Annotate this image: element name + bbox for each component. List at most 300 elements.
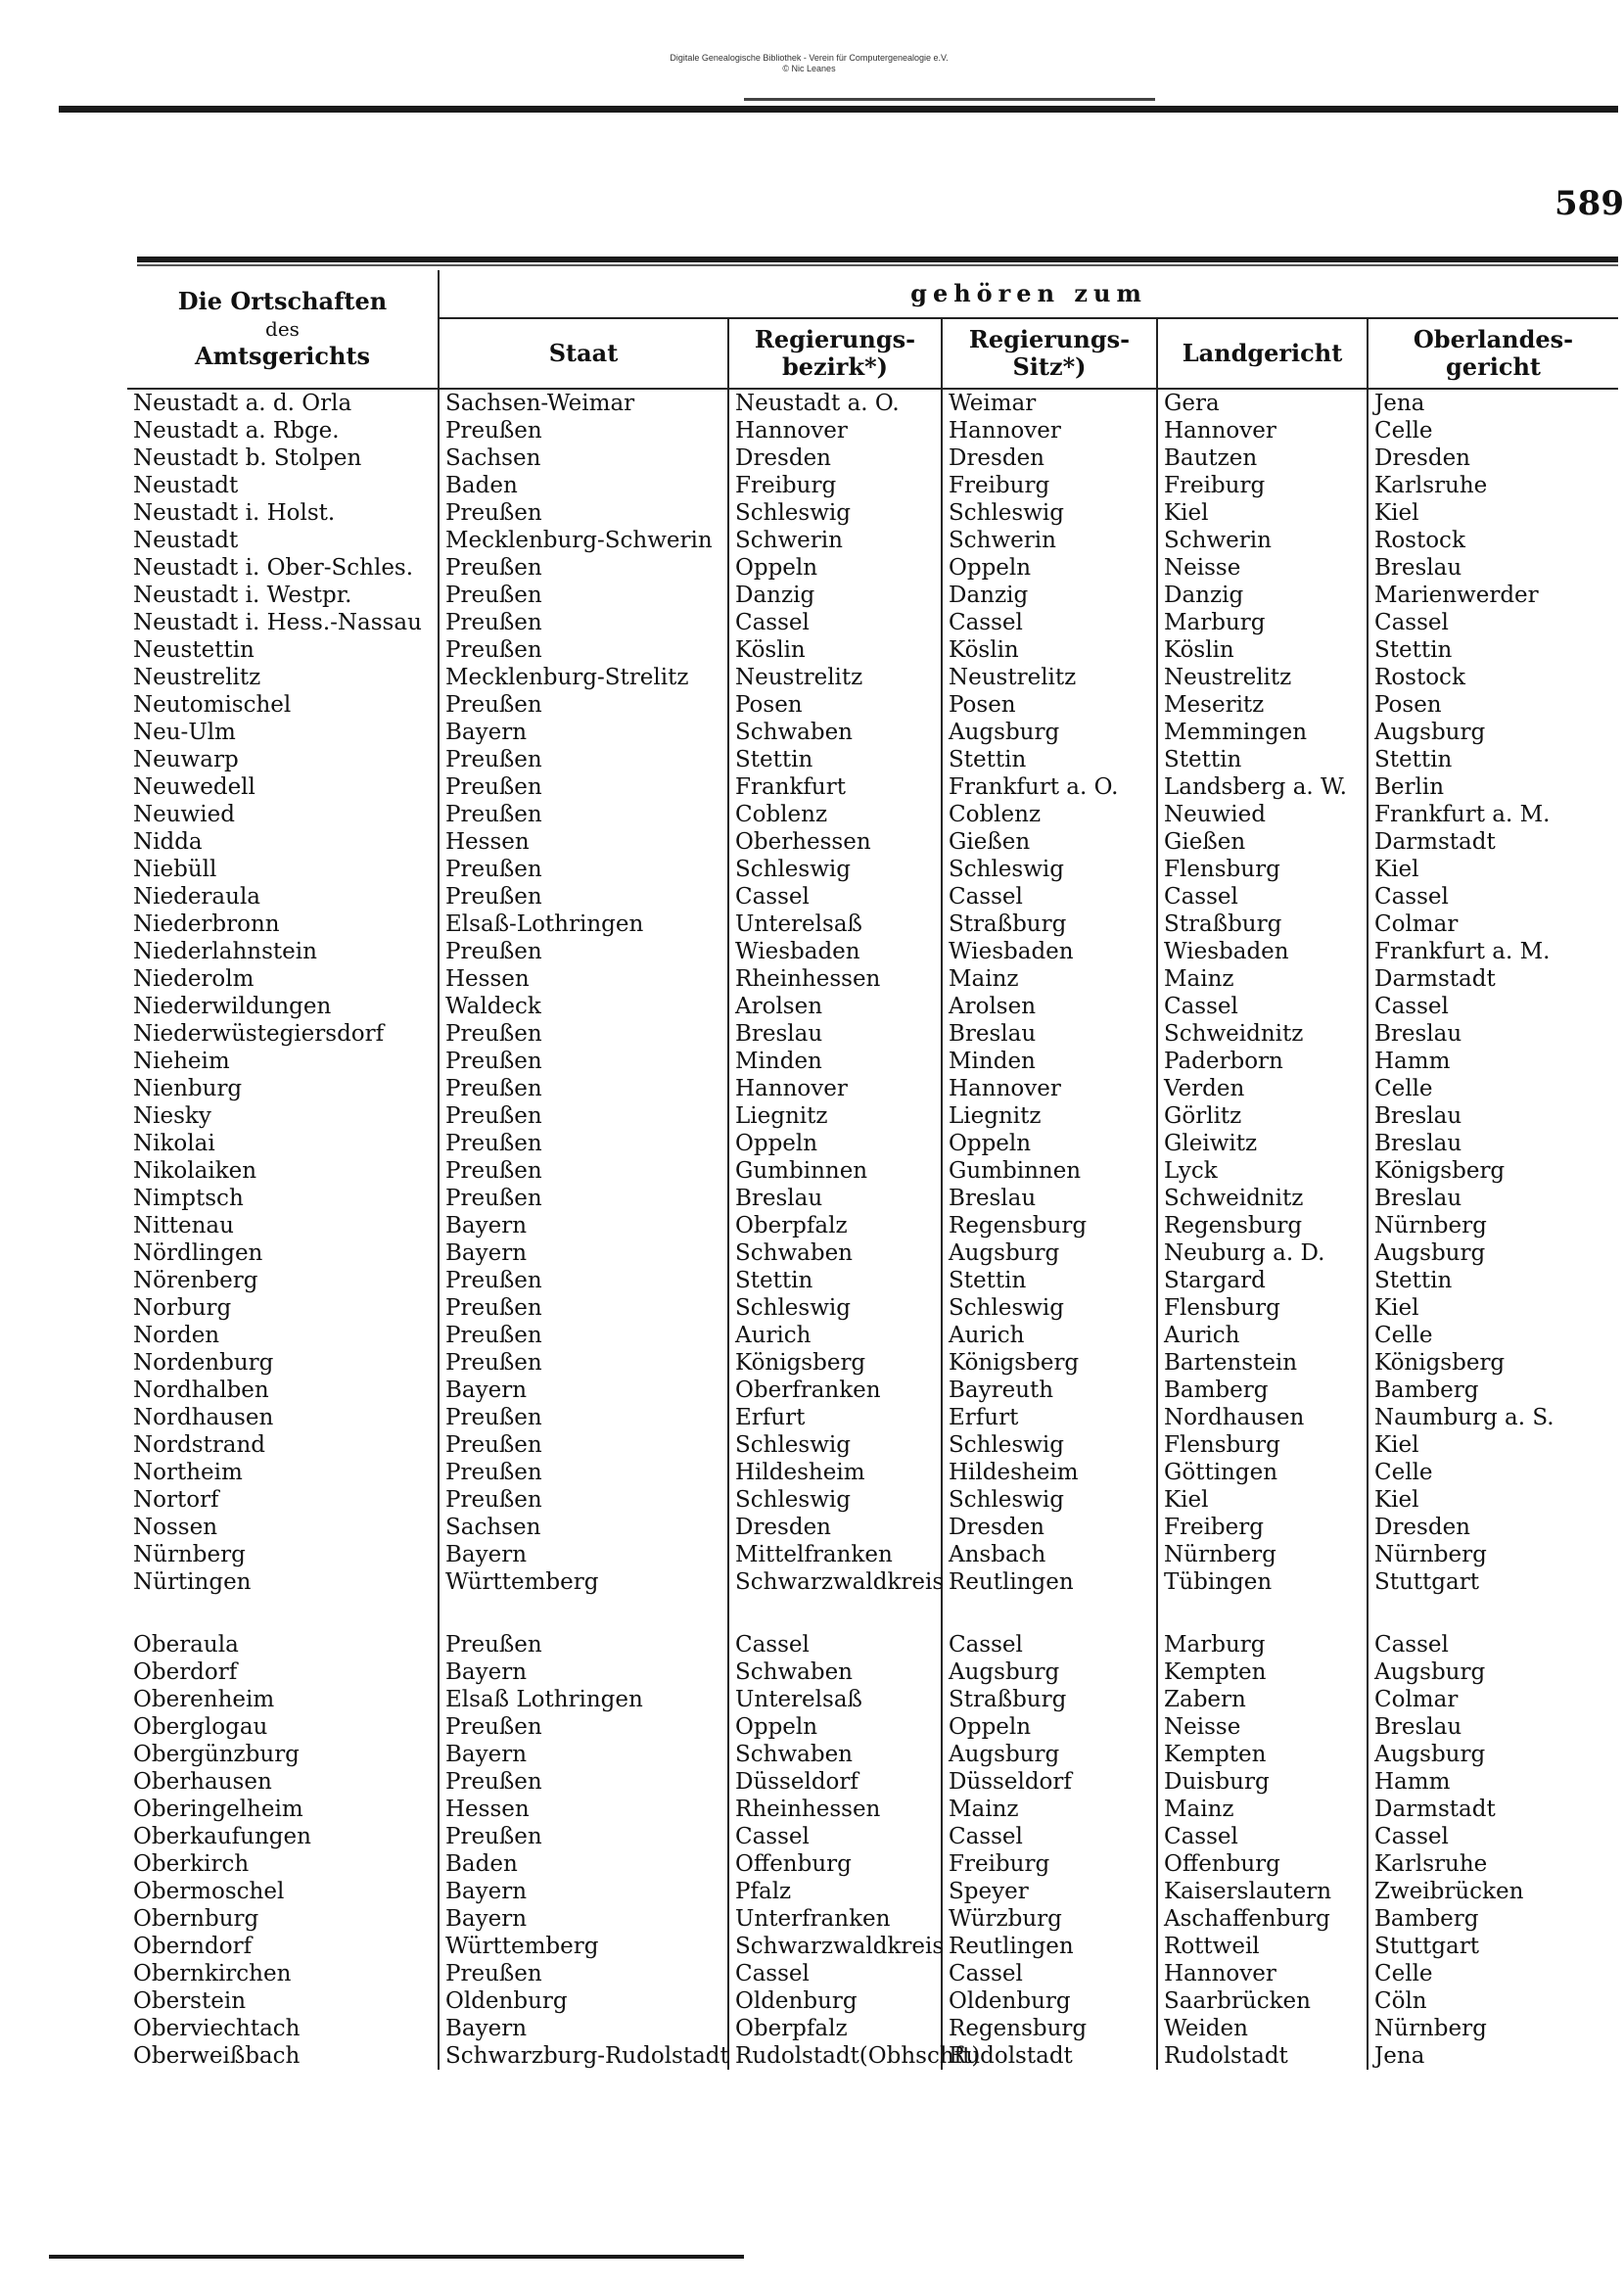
cell-place: Neuwied bbox=[133, 802, 235, 827]
place-header-line-2: des bbox=[265, 317, 300, 341]
page-number: 589 bbox=[1554, 184, 1624, 223]
cell-oberlandesgericht: Breslau bbox=[1368, 1020, 1618, 1048]
cell-sitz: Oppeln bbox=[942, 1713, 1157, 1741]
cell-oberlandesgericht: Rostock bbox=[1368, 527, 1618, 554]
table-row bbox=[127, 1631, 1618, 1658]
gap-cell bbox=[942, 1596, 1157, 1631]
table-row bbox=[127, 1267, 1618, 1294]
cell-staat: Preußen bbox=[439, 1157, 728, 1185]
cell-staat: Sachsen bbox=[439, 444, 728, 472]
cell-landgericht: Offenburg bbox=[1157, 1850, 1368, 1878]
cell-staat: Preußen bbox=[439, 883, 728, 911]
cell-bezirk: Neustadt a. O. bbox=[728, 389, 942, 417]
cell-oberlandesgericht: Frankfurt a. M. bbox=[1368, 938, 1618, 965]
table-row bbox=[127, 1377, 1618, 1404]
cell-bezirk: Oberhessen bbox=[728, 828, 942, 856]
cell-place: Neustadt i. Ober-Schles. bbox=[133, 555, 414, 581]
cell-bezirk: Liegnitz bbox=[728, 1102, 942, 1130]
cell-bezirk: Frankfurt bbox=[728, 773, 942, 801]
table-row bbox=[127, 1349, 1618, 1377]
col-header-ortschaften bbox=[127, 270, 439, 389]
cell-staat: Preußen bbox=[439, 1322, 728, 1349]
table-row bbox=[127, 1658, 1618, 1686]
cell-place: Nordstrand bbox=[133, 1432, 265, 1458]
cell-place: Oberglogau bbox=[133, 1714, 268, 1740]
cell-sitz: Schleswig bbox=[942, 1486, 1157, 1514]
cell-oberlandesgericht: Darmstadt bbox=[1368, 828, 1618, 856]
cell-sitz: Stettin bbox=[942, 1267, 1157, 1294]
cell-sitz: Rudolstadt bbox=[942, 2042, 1157, 2070]
cell-staat: Preußen bbox=[439, 1102, 728, 1130]
cell-oberlandesgericht: Augsburg bbox=[1368, 1239, 1618, 1267]
table-row bbox=[127, 1850, 1618, 1878]
cell-oberlandesgericht: Stuttgart bbox=[1368, 1933, 1618, 1960]
cell-bezirk: Erfurt bbox=[728, 1404, 942, 1431]
cell-sitz: Gießen bbox=[942, 828, 1157, 856]
table-row bbox=[127, 856, 1618, 883]
table-row bbox=[127, 1294, 1618, 1322]
table-row bbox=[127, 719, 1618, 746]
col-header-staat: Staat bbox=[439, 318, 728, 389]
section-gap bbox=[127, 1596, 1618, 1631]
table-row bbox=[127, 1486, 1618, 1514]
cell-landgericht: Straßburg bbox=[1157, 911, 1368, 938]
cell-landgericht: Göttingen bbox=[1157, 1459, 1368, 1486]
cell-bezirk: Danzig bbox=[728, 582, 942, 609]
cell-sitz: Weimar bbox=[942, 389, 1157, 417]
cell-place: Nordhausen bbox=[133, 1405, 274, 1430]
table-row bbox=[127, 1823, 1618, 1850]
cell-sitz: Cassel bbox=[942, 1631, 1157, 1658]
table-row bbox=[127, 444, 1618, 472]
cell-sitz: Königsberg bbox=[942, 1349, 1157, 1377]
cell-bezirk: Schwerin bbox=[728, 527, 942, 554]
cell-oberlandesgericht: Kiel bbox=[1368, 1431, 1618, 1459]
watermark-line-2: © Nic Leanes bbox=[782, 64, 836, 73]
cell-bezirk: Cassel bbox=[728, 1960, 942, 1987]
cell-place: Nürnberg bbox=[133, 1542, 246, 1567]
cell-staat: Bayern bbox=[439, 2015, 728, 2042]
cell-staat: Preußen bbox=[439, 801, 728, 828]
cell-staat: Schwarzburg-Rudolstadt bbox=[439, 2042, 728, 2070]
cell-oberlandesgericht: Cassel bbox=[1368, 609, 1618, 636]
cell-landgericht: Gießen bbox=[1157, 828, 1368, 856]
gap-cell bbox=[1157, 1596, 1368, 1631]
cell-landgericht: Zabern bbox=[1157, 1686, 1368, 1713]
cell-bezirk: Schwarzwaldkreis bbox=[728, 1933, 942, 1960]
cell-sitz: Mainz bbox=[942, 965, 1157, 993]
cell-place: Neuwedell bbox=[133, 774, 255, 800]
cell-oberlandesgericht: Hamm bbox=[1368, 1048, 1618, 1075]
table-row bbox=[127, 1322, 1618, 1349]
cell-landgericht: Stargard bbox=[1157, 1267, 1368, 1294]
cell-place: Nordhalben bbox=[133, 1378, 269, 1403]
cell-staat: Bayern bbox=[439, 1741, 728, 1768]
cell-staat: Baden bbox=[439, 472, 728, 499]
cell-place: Obergünzburg bbox=[133, 1742, 300, 1767]
table-row bbox=[127, 1878, 1618, 1905]
cell-bezirk: Cassel bbox=[728, 1823, 942, 1850]
cell-landgericht: Saarbrücken bbox=[1157, 1987, 1368, 2015]
cell-landgericht: Meseritz bbox=[1157, 691, 1368, 719]
cell-sitz: Straßburg bbox=[942, 1686, 1157, 1713]
table-row bbox=[127, 1905, 1618, 1933]
table-row bbox=[127, 993, 1618, 1020]
cell-sitz: Hildesheim bbox=[942, 1459, 1157, 1486]
cell-oberlandesgericht: Kiel bbox=[1368, 856, 1618, 883]
cell-bezirk: Hannover bbox=[728, 417, 942, 444]
cell-landgericht: Mainz bbox=[1157, 965, 1368, 993]
cell-place: Oberhausen bbox=[133, 1769, 272, 1795]
cell-sitz: Dresden bbox=[942, 444, 1157, 472]
cell-staat: Preußen bbox=[439, 691, 728, 719]
table-row bbox=[127, 1568, 1618, 1596]
cell-oberlandesgericht: Nürnberg bbox=[1368, 1541, 1618, 1568]
cell-place: Nörenberg bbox=[133, 1268, 258, 1293]
table-row bbox=[127, 1239, 1618, 1267]
cell-staat: Preußen bbox=[439, 1768, 728, 1796]
cell-place: Obernkirchen bbox=[133, 1961, 292, 1986]
cell-sitz: Oppeln bbox=[942, 554, 1157, 582]
cell-sitz: Schwerin bbox=[942, 527, 1157, 554]
table-row bbox=[127, 965, 1618, 993]
cell-bezirk: Pfalz bbox=[728, 1878, 942, 1905]
cell-sitz: Erfurt bbox=[942, 1404, 1157, 1431]
cell-sitz: Köslin bbox=[942, 636, 1157, 664]
cell-place: Neustadt a. d. Orla bbox=[133, 391, 352, 416]
cell-bezirk: Cassel bbox=[728, 609, 942, 636]
cell-bezirk: Wiesbaden bbox=[728, 938, 942, 965]
cell-sitz: Breslau bbox=[942, 1020, 1157, 1048]
cell-bezirk: Schwaben bbox=[728, 1741, 942, 1768]
table-row bbox=[127, 2015, 1618, 2042]
cell-place: Oberenheim bbox=[133, 1687, 275, 1712]
cell-sitz: Schleswig bbox=[942, 499, 1157, 527]
cell-bezirk: Schleswig bbox=[728, 1486, 942, 1514]
cell-place: Northeim bbox=[133, 1460, 243, 1485]
cell-staat: Bayern bbox=[439, 719, 728, 746]
cell-staat: Preußen bbox=[439, 1823, 728, 1850]
cell-oberlandesgericht: Celle bbox=[1368, 1960, 1618, 1987]
bottom-rule bbox=[49, 2255, 744, 2259]
cell-staat: Oldenburg bbox=[439, 1987, 728, 2015]
cell-oberlandesgericht: Kiel bbox=[1368, 499, 1618, 527]
cell-oberlandesgericht: Cassel bbox=[1368, 993, 1618, 1020]
place-header-line-3: Amtsgerichts bbox=[194, 342, 371, 370]
cell-sitz: Wiesbaden bbox=[942, 938, 1157, 965]
cell-place: Niederbronn bbox=[133, 911, 280, 937]
cell-sitz: Gumbinnen bbox=[942, 1157, 1157, 1185]
cell-staat: Preußen bbox=[439, 582, 728, 609]
cell-sitz: Cassel bbox=[942, 883, 1157, 911]
table-row bbox=[127, 1020, 1618, 1048]
cell-place: Nieheim bbox=[133, 1049, 230, 1074]
cell-bezirk: Rudolstadt(Obhschft) bbox=[728, 2042, 942, 2070]
table-row bbox=[127, 554, 1618, 582]
cell-oberlandesgericht: Cassel bbox=[1368, 883, 1618, 911]
cell-staat: Hessen bbox=[439, 965, 728, 993]
cell-place: Neustadt bbox=[133, 473, 239, 498]
cell-bezirk: Düsseldorf bbox=[728, 1768, 942, 1796]
cell-bezirk: Schleswig bbox=[728, 499, 942, 527]
cell-staat: Bayern bbox=[439, 1212, 728, 1239]
cell-oberlandesgericht: Stettin bbox=[1368, 636, 1618, 664]
cell-bezirk: Oberpfalz bbox=[728, 1212, 942, 1239]
cell-bezirk: Neustrelitz bbox=[728, 664, 942, 691]
cell-staat: Preußen bbox=[439, 1185, 728, 1212]
cell-place: Oberstein bbox=[133, 1988, 247, 2014]
cell-place: Niebüll bbox=[133, 857, 217, 882]
cell-landgericht: Rudolstadt bbox=[1157, 2042, 1368, 2070]
cell-staat: Preußen bbox=[439, 1431, 728, 1459]
table-row bbox=[127, 1459, 1618, 1486]
table-row bbox=[127, 1933, 1618, 1960]
cell-landgericht: Nordhausen bbox=[1157, 1404, 1368, 1431]
cell-landgericht: Aschaffenburg bbox=[1157, 1905, 1368, 1933]
cell-place: Nimptsch bbox=[133, 1186, 244, 1211]
cell-landgericht: Wiesbaden bbox=[1157, 938, 1368, 965]
cell-place: Niesky bbox=[133, 1103, 211, 1129]
table-body bbox=[127, 389, 1618, 2070]
table-row bbox=[127, 499, 1618, 527]
cell-bezirk: Dresden bbox=[728, 1514, 942, 1541]
cell-staat: Mecklenburg-Strelitz bbox=[439, 664, 728, 691]
table-row bbox=[127, 1157, 1618, 1185]
cell-landgericht: Kiel bbox=[1157, 1486, 1368, 1514]
cell-oberlandesgericht: Rostock bbox=[1368, 664, 1618, 691]
cell-landgericht: Flensburg bbox=[1157, 1431, 1368, 1459]
cell-bezirk: Freiburg bbox=[728, 472, 942, 499]
cell-landgericht: Neustrelitz bbox=[1157, 664, 1368, 691]
cell-place: Neustettin bbox=[133, 637, 255, 663]
cell-place: Niederwildungen bbox=[133, 994, 332, 1019]
cell-sitz: Augsburg bbox=[942, 1239, 1157, 1267]
cell-sitz: Bayreuth bbox=[942, 1377, 1157, 1404]
cell-place: Nürtingen bbox=[133, 1569, 252, 1595]
cell-oberlandesgericht: Kiel bbox=[1368, 1294, 1618, 1322]
cell-staat: Bayern bbox=[439, 1878, 728, 1905]
cell-bezirk: Coblenz bbox=[728, 801, 942, 828]
cell-staat: Preußen bbox=[439, 1130, 728, 1157]
cell-bezirk: Oppeln bbox=[728, 1130, 942, 1157]
table-row bbox=[127, 746, 1618, 773]
cell-sitz: Cassel bbox=[942, 609, 1157, 636]
cell-landgericht: Hannover bbox=[1157, 417, 1368, 444]
cell-oberlandesgericht: Berlin bbox=[1368, 773, 1618, 801]
table-row bbox=[127, 389, 1618, 417]
cell-place: Neustadt a. Rbge. bbox=[133, 418, 340, 444]
cell-staat: Preußen bbox=[439, 1486, 728, 1514]
table-row bbox=[127, 582, 1618, 609]
cell-bezirk: Rheinhessen bbox=[728, 965, 942, 993]
cell-oberlandesgericht: Frankfurt a. M. bbox=[1368, 801, 1618, 828]
table-row bbox=[127, 801, 1618, 828]
cell-staat: Preußen bbox=[439, 1294, 728, 1322]
cell-bezirk: Unterfranken bbox=[728, 1905, 942, 1933]
cell-sitz: Hannover bbox=[942, 417, 1157, 444]
cell-oberlandesgericht: Karlsruhe bbox=[1368, 472, 1618, 499]
cell-oberlandesgericht: Königsberg bbox=[1368, 1349, 1618, 1377]
table-row bbox=[127, 2042, 1618, 2070]
table-row bbox=[127, 773, 1618, 801]
cell-place: Neustadt b. Stolpen bbox=[133, 445, 362, 471]
cell-oberlandesgericht: Bamberg bbox=[1368, 1377, 1618, 1404]
cell-oberlandesgericht: Breslau bbox=[1368, 1130, 1618, 1157]
cell-bezirk: Schwaben bbox=[728, 1239, 942, 1267]
cell-sitz: Neustrelitz bbox=[942, 664, 1157, 691]
cell-oberlandesgericht: Celle bbox=[1368, 1459, 1618, 1486]
cell-bezirk: Unterelsaß bbox=[728, 911, 942, 938]
cell-staat: Preußen bbox=[439, 746, 728, 773]
cell-oberlandesgericht: Königsberg bbox=[1368, 1157, 1618, 1185]
cell-landgericht: Gleiwitz bbox=[1157, 1130, 1368, 1157]
cell-place: Nidda bbox=[133, 829, 203, 855]
cell-bezirk: Oppeln bbox=[728, 1713, 942, 1741]
cell-landgericht: Danzig bbox=[1157, 582, 1368, 609]
cell-place: Nordenburg bbox=[133, 1350, 274, 1376]
cell-place: Neustadt i. Westpr. bbox=[133, 583, 352, 608]
cell-oberlandesgericht: Marienwerder bbox=[1368, 582, 1618, 609]
table-row bbox=[127, 911, 1618, 938]
table-row bbox=[127, 1960, 1618, 1987]
cell-staat: Baden bbox=[439, 1850, 728, 1878]
cell-sitz: Mainz bbox=[942, 1796, 1157, 1823]
cell-landgericht: Marburg bbox=[1157, 609, 1368, 636]
cell-staat: Waldeck bbox=[439, 993, 728, 1020]
cell-sitz: Schleswig bbox=[942, 1294, 1157, 1322]
cell-sitz: Schleswig bbox=[942, 1431, 1157, 1459]
col-header-landgericht: Landgericht bbox=[1157, 318, 1368, 389]
cell-staat: Hessen bbox=[439, 1796, 728, 1823]
cell-place: Obermoschel bbox=[133, 1879, 285, 1904]
cell-landgericht: Bamberg bbox=[1157, 1377, 1368, 1404]
cell-landgericht: Memmingen bbox=[1157, 719, 1368, 746]
cell-oberlandesgericht: Jena bbox=[1368, 2042, 1618, 2070]
cell-staat: Preußen bbox=[439, 1020, 728, 1048]
table-row bbox=[127, 1541, 1618, 1568]
cell-landgericht: Nürnberg bbox=[1157, 1541, 1368, 1568]
cell-bezirk: Stettin bbox=[728, 1267, 942, 1294]
cell-place: Neutomischel bbox=[133, 692, 292, 718]
cell-place: Oberndorf bbox=[133, 1934, 253, 1959]
gap-cell bbox=[439, 1596, 728, 1631]
cell-bezirk: Breslau bbox=[728, 1185, 942, 1212]
table-row bbox=[127, 1130, 1618, 1157]
cell-bezirk: Cassel bbox=[728, 1631, 942, 1658]
cell-bezirk: Schleswig bbox=[728, 856, 942, 883]
cell-bezirk: Schwarzwaldkreis bbox=[728, 1568, 942, 1596]
table-row bbox=[127, 1686, 1618, 1713]
cell-oberlandesgericht: Cöln bbox=[1368, 1987, 1618, 2015]
cell-landgericht: Marburg bbox=[1157, 1631, 1368, 1658]
cell-landgericht: Gera bbox=[1157, 389, 1368, 417]
cell-bezirk: Oppeln bbox=[728, 554, 942, 582]
cell-staat: Preußen bbox=[439, 856, 728, 883]
cell-sitz: Frankfurt a. O. bbox=[942, 773, 1157, 801]
cell-landgericht: Freiberg bbox=[1157, 1514, 1368, 1541]
header-rule bbox=[137, 257, 1618, 262]
cell-oberlandesgericht: Celle bbox=[1368, 1322, 1618, 1349]
cell-sitz: Straßburg bbox=[942, 911, 1157, 938]
cell-landgericht: Weiden bbox=[1157, 2015, 1368, 2042]
top-rule-short bbox=[744, 98, 1155, 101]
cell-landgericht: Cassel bbox=[1157, 1823, 1368, 1850]
table-row bbox=[127, 527, 1618, 554]
cell-landgericht: Neisse bbox=[1157, 554, 1368, 582]
cell-bezirk: Offenburg bbox=[728, 1850, 942, 1878]
cell-place: Niederlahnstein bbox=[133, 939, 317, 964]
cell-landgericht: Flensburg bbox=[1157, 856, 1368, 883]
table-row bbox=[127, 828, 1618, 856]
table-header bbox=[127, 270, 1618, 389]
cell-staat: Württemberg bbox=[439, 1568, 728, 1596]
cell-sitz: Aurich bbox=[942, 1322, 1157, 1349]
cell-place: Neu-Ulm bbox=[133, 720, 236, 745]
cell-sitz: Freiburg bbox=[942, 1850, 1157, 1878]
cell-bezirk: Aurich bbox=[728, 1322, 942, 1349]
table-row bbox=[127, 1185, 1618, 1212]
table-row bbox=[127, 1796, 1618, 1823]
cell-place: Nikolaiken bbox=[133, 1158, 257, 1184]
cell-sitz: Breslau bbox=[942, 1185, 1157, 1212]
cell-landgericht: Freiburg bbox=[1157, 472, 1368, 499]
cell-oberlandesgericht: Breslau bbox=[1368, 1185, 1618, 1212]
table-row bbox=[127, 883, 1618, 911]
cell-oberlandesgericht: Augsburg bbox=[1368, 1741, 1618, 1768]
cell-place: Oberaula bbox=[133, 1632, 239, 1658]
cell-landgericht: Stettin bbox=[1157, 746, 1368, 773]
table-row bbox=[127, 472, 1618, 499]
cell-staat: Elsaß Lothringen bbox=[439, 1686, 728, 1713]
cell-sitz: Reutlingen bbox=[942, 1568, 1157, 1596]
cell-bezirk: Köslin bbox=[728, 636, 942, 664]
cell-landgericht: Kempten bbox=[1157, 1658, 1368, 1686]
cell-oberlandesgericht: Breslau bbox=[1368, 1713, 1618, 1741]
cell-bezirk: Schwaben bbox=[728, 1658, 942, 1686]
cell-landgericht: Neuburg a. D. bbox=[1157, 1239, 1368, 1267]
cell-oberlandesgericht: Hamm bbox=[1368, 1768, 1618, 1796]
cell-staat: Preußen bbox=[439, 417, 728, 444]
cell-landgericht: Bautzen bbox=[1157, 444, 1368, 472]
cell-sitz: Ansbach bbox=[942, 1541, 1157, 1568]
cell-place: Norburg bbox=[133, 1295, 232, 1321]
cell-place: Obernburg bbox=[133, 1906, 259, 1932]
cell-oberlandesgericht: Celle bbox=[1368, 1075, 1618, 1102]
cell-landgericht: Schweidnitz bbox=[1157, 1020, 1368, 1048]
cell-place: Oberkirch bbox=[133, 1851, 250, 1877]
cell-staat: Preußen bbox=[439, 1404, 728, 1431]
cell-bezirk: Dresden bbox=[728, 444, 942, 472]
cell-staat: Bayern bbox=[439, 1377, 728, 1404]
cell-staat: Preußen bbox=[439, 1267, 728, 1294]
cell-bezirk: Rheinhessen bbox=[728, 1796, 942, 1823]
cell-oberlandesgericht: Dresden bbox=[1368, 444, 1618, 472]
cell-sitz: Oldenburg bbox=[942, 1987, 1157, 2015]
col-group-header: gehören zum bbox=[439, 270, 1618, 318]
cell-place: Oberviechtach bbox=[133, 2016, 301, 2041]
cell-landgericht: Neisse bbox=[1157, 1713, 1368, 1741]
cell-place: Niederolm bbox=[133, 966, 255, 992]
cell-staat: Mecklenburg-Schwerin bbox=[439, 527, 728, 554]
col-header-sitz: Regierungs-Sitz*) bbox=[942, 318, 1157, 389]
cell-bezirk: Hannover bbox=[728, 1075, 942, 1102]
cell-bezirk: Oberpfalz bbox=[728, 2015, 942, 2042]
table-row bbox=[127, 1741, 1618, 1768]
cell-sitz: Augsburg bbox=[942, 1741, 1157, 1768]
cell-sitz: Würzburg bbox=[942, 1905, 1157, 1933]
cell-place: Nikolai bbox=[133, 1131, 215, 1156]
cell-bezirk: Gumbinnen bbox=[728, 1157, 942, 1185]
